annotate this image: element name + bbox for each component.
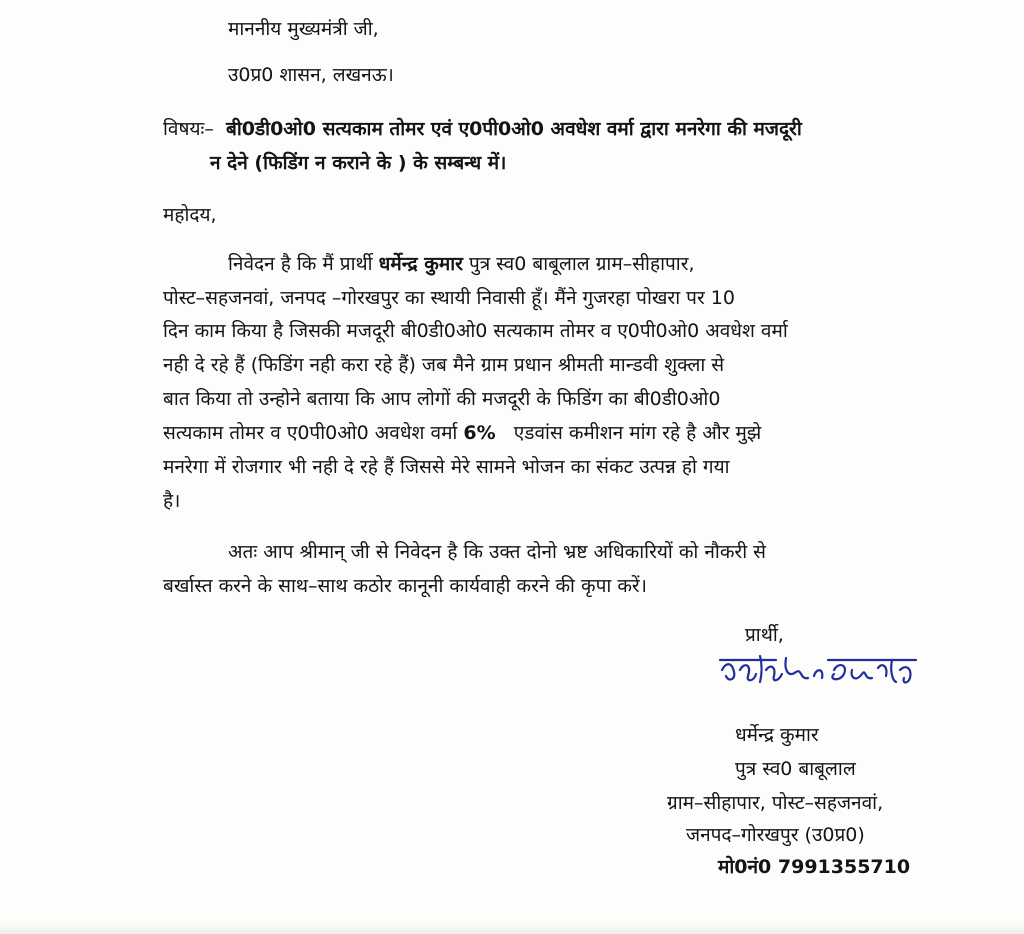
signatory-village: ग्राम–सीहापार, पोस्ट–सहजनवां, — [667, 792, 884, 814]
para1-line5: बात किया तो उन्होने बताया कि आप लोगों की मजदूरी के फिडिंग का बी0डी0ओ0 — [163, 388, 721, 410]
signatory-district: जनपद–गोरखपुर (उ0प्र0) — [686, 824, 865, 846]
subject-label: विषयः– — [163, 118, 214, 140]
para1-line1-start: निवेदन है कि मैं प्रार्थी — [228, 253, 373, 275]
subject-line-1: बी0डी0ओ0 सत्यकाम तोमर एवं ए0पी0ओ0 अवधेश वर्मा द्वारा मनरेगा की मजदूरी — [226, 118, 802, 140]
commission-percent: 6% — [463, 422, 496, 444]
para1-line6-end: एडवांस कमीशन मांग रहे है और मुझे — [513, 422, 762, 444]
office: उ0प्र0 शासन, लखनऊ। — [228, 64, 394, 86]
para1-line8: है। — [163, 490, 181, 512]
signatory-parent: पुत्र स्व0 बाबूलाल — [735, 758, 856, 780]
applicant-name-inline: धर्मेन्द्र कुमार — [378, 253, 463, 275]
signatory-name: धर्मेन्द्र कुमार — [735, 724, 819, 746]
para1-line1 — [228, 253, 695, 276]
page-bottom-shadow — [0, 920, 1024, 934]
para1-line3: दिन काम किया है जिसकी मजदूरी बी0डी0ओ0 सत्यकाम तोमर व ए0पी0ओ0 अवधेश वर्मा — [163, 320, 788, 342]
para2-line1: अतः आप श्रीमान् जी से निवेदन है कि उक्त दोनो भ्रष्ट अधिकारियों को नौकरी से — [228, 541, 767, 563]
para1-line6 — [163, 422, 963, 445]
closing-label: प्रार्थी, — [745, 624, 784, 646]
subject-line-2: न देने (फिडिंग न कराने के ) के सम्बन्ध में। — [210, 152, 507, 174]
para1-line1-end: पुत्र स्व0 बाबूलाल ग्राम–सीहापार, — [468, 253, 695, 275]
para1-line2: पोस्ट–सहजनवां, जनपद –गोरखपुर का स्थायी निवासी हूँ। मैंने गुजरहा पोखरा पर 10 — [163, 287, 735, 309]
para2-line2: बर्खास्त करने के साथ–साथ कठोर कानूनी कार्यवाही करने की कृपा करें। — [163, 575, 647, 597]
handwritten-signature — [716, 648, 926, 696]
greeting: महोदय, — [163, 204, 217, 226]
addressee: माननीय मुख्यमंत्री जी, — [228, 18, 379, 40]
signatory-mobile: मो0नं0 7991355710 — [718, 856, 911, 878]
para1-line6-start: सत्यकाम तोमर व ए0पी0ओ0 अवधेश वर्मा — [163, 422, 458, 444]
para1-line4: नही दे रहे हैं (फिडिंग नही करा रहे हैं) जब मैने ग्राम प्रधान श्रीमती मान्डवी शुक्ला से — [163, 354, 725, 376]
para1-line7: मनरेगा में रोजगार भी नही दे रहे हैं जिससे मेरे सामने भोजन का संकट उत्पन्न हो गया — [163, 456, 730, 478]
